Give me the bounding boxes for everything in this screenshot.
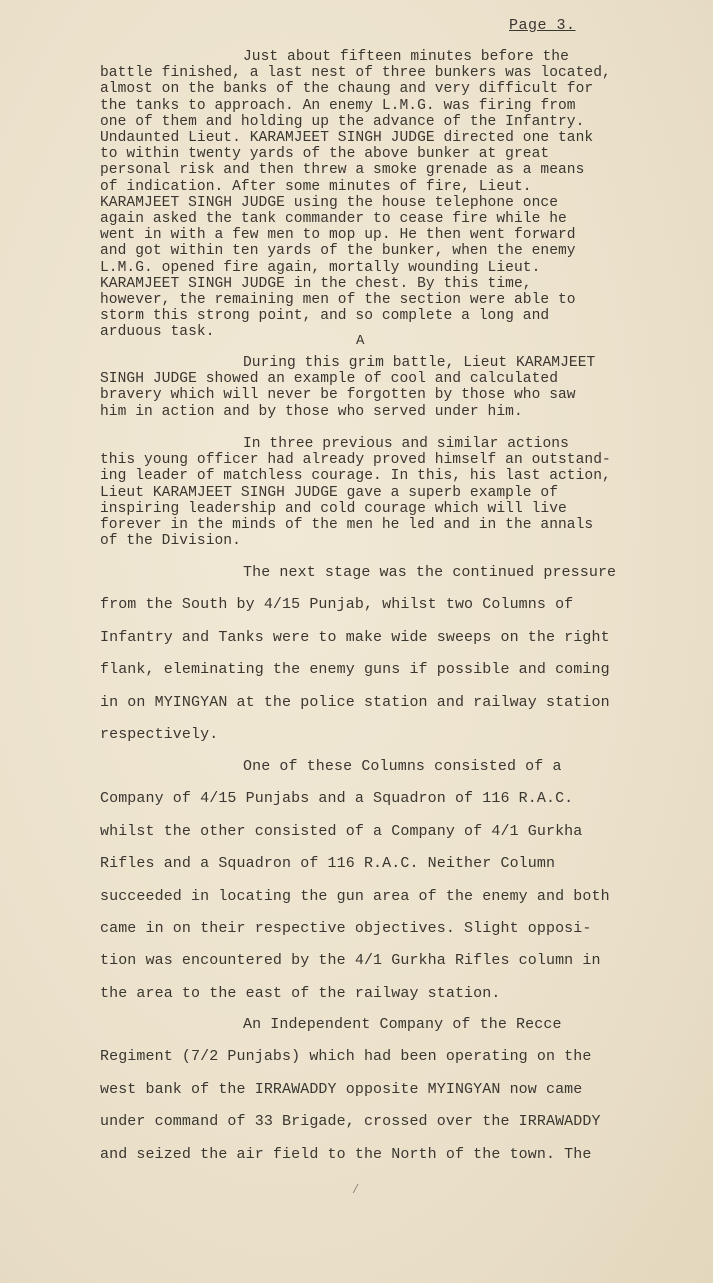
text-line: from the South by 4/15 Punjab, whilst two Columns of: [100, 596, 574, 614]
footer-mark: /: [352, 1183, 360, 1197]
text-line: respectively.: [100, 726, 219, 744]
text-line: under command of 33 Brigade, crossed over the IRRAWADDY: [100, 1113, 601, 1131]
text-line: An Independent Company of the Recce: [243, 1016, 562, 1033]
text-line: Infantry and Tanks were to make wide sweeps on the right: [100, 628, 610, 646]
text-line: battle finished, a last nest of three bunkers was located,: [100, 65, 611, 82]
paragraph-columns: [100, 751, 670, 1010]
text-line: Rifles and a Squadron of 116 R.A.C. Neither Column: [100, 855, 556, 873]
text-line: arduous task.: [100, 324, 215, 341]
text-line: to within twenty yards of the above bunker at great: [100, 146, 550, 163]
text-line: went in with a few men to mop up. He then went forward: [100, 227, 576, 244]
text-line: KARAMJEET SINGH JUDGE using the house telephone once: [100, 194, 558, 211]
text-line: In three previous and similar actions: [243, 436, 569, 452]
text-line: succeeded in locating the gun area of the enemy and both: [100, 887, 610, 905]
text-line: him in action and by those who served under him.: [100, 403, 523, 420]
text-line: forever in the minds of the men he led and in the annals: [100, 517, 594, 534]
text-line: storm this strong point, and so complete a long and: [100, 308, 550, 325]
text-line: west bank of the IRRAWADDY opposite MYINGYAN now came: [100, 1080, 583, 1098]
text-line: SINGH JUDGE showed an example of cool and calculated: [100, 371, 558, 388]
text-line: bravery which will never be forgotten by those who saw: [100, 387, 576, 404]
text-line: again asked the tank commander to cease fire while he: [100, 211, 567, 228]
insert-mark: A: [356, 333, 365, 349]
text-line: this young officer had already proved himself an outstand-: [100, 452, 611, 469]
text-line: and seized the air field to the North of the town. The: [100, 1145, 592, 1163]
text-line: The next stage was the continued pressure: [243, 564, 617, 581]
text-line: of indication. After some minutes of fire, Lieut.: [100, 178, 532, 195]
text-line: One of these Columns consisted of a: [243, 758, 562, 775]
text-line: Lieut KARAMJEET SINGH JUDGE gave a superb example of: [100, 484, 558, 501]
text-line: During this grim battle, Lieut KARAMJEET: [243, 355, 596, 371]
text-line: the area to the east of the railway station.: [100, 984, 501, 1002]
text-line: came in on their respective objectives. Slight opposi-: [100, 920, 592, 938]
text-line: of the Division.: [100, 533, 241, 550]
paragraph-independent-company: [100, 1009, 670, 1171]
text-line: Just about fifteen minutes before the: [243, 49, 569, 65]
text-line: Undaunted Lieut. KARAMJEET SINGH JUDGE directed one tank: [100, 130, 594, 147]
text-line: flank, eleminating the enemy guns if possible and coming: [100, 661, 610, 679]
text-line: one of them and holding up the advance of the Infantry.: [100, 113, 585, 130]
text-line: whilst the other consisted of a Company of 4/1 Gurkha: [100, 822, 583, 840]
paragraph-bunker-assault: [100, 49, 670, 341]
text-line: tion was encountered by the 4/1 Gurkha Rifles column in: [100, 952, 601, 970]
text-line: Company of 4/15 Punjabs and a Squadron of 116 R.A.C.: [100, 790, 574, 808]
text-line: KARAMJEET SINGH JUDGE in the chest. By this time,: [100, 275, 532, 292]
text-line: Regiment (7/2 Punjabs) which had been operating on the: [100, 1048, 592, 1066]
text-line: ing leader of matchless courage. In this, his last action,: [100, 468, 611, 485]
text-line: and got within ten yards of the bunker, when the enemy: [100, 243, 576, 260]
text-line: the tanks to approach. An enemy L.M.G. was firing from: [100, 97, 576, 114]
text-line: personal risk and then threw a smoke grenade as a means: [100, 162, 585, 179]
text-line: almost on the banks of the chaung and very difficult for: [100, 81, 594, 98]
text-line: inspiring leadership and cold courage which will live: [100, 500, 567, 517]
paragraph-next-stage: [100, 557, 670, 751]
text-line: in on MYINGYAN at the police station and railway station: [100, 693, 610, 711]
text-line: L.M.G. opened fire again, mortally wounding Lieut.: [100, 259, 541, 276]
paragraph-grim-battle: [100, 355, 670, 420]
text-line: however, the remaining men of the section were able to: [100, 292, 576, 309]
paragraph-previous-actions: [100, 436, 670, 549]
page-number: Page 3.: [509, 17, 576, 34]
